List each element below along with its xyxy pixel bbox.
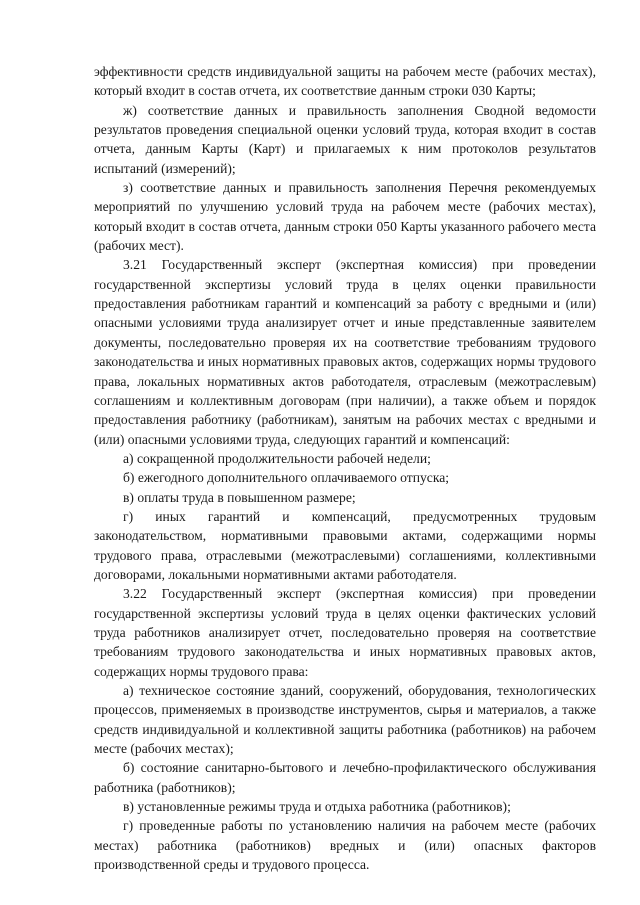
list-item-g-3-22: г) проведенные работы по установлению наличия на рабочем месте (рабочих местах) работника (работников) вредных и (или) опасных факторов производственной среды и трудового процесса. — [94, 818, 596, 873]
paragraph-continuation: эффективности средств индивидуальной защиты на рабочем месте (рабочих местах), который входит в состав отчета, их соответствие данным строки 030 Карты; — [94, 64, 596, 99]
list-item-b-3-21: б) ежегодного дополнительного оплачиваемого отпуска; — [123, 470, 450, 486]
section-3-22: 3.22 Государственный эксперт (экспертная комиссия) при проведении государственной экспертизы условий труда в целях оценки фактических условий труда работников анализирует отчет, последовательно проверяя на соответствие требованиям трудового законодательства и иных нормативных правовых актов, содержащих нормы трудового права: — [94, 586, 596, 679]
list-item-a-3-22: а) техническое состояние зданий, сооружений, оборудования, технологических процессов, применяемых в производстве инструментов, сырья и материалов, а также средств индивидуальной и коллективной защиты работника (работников) на рабочем месте (рабочих местах); — [94, 683, 596, 757]
section-3-21: 3.21 Государственный эксперт (экспертная комиссия) при проведении государственной экспертизы условий труда в целях оценки правильности предоставления работникам гарантий и компенсаций за работу с вредными и (или) опасными условиями труда анализирует отчет и иные представленные заявителем документы, последовательно проверяя их на соответствие требованиям трудового законодательства и иных нормативных правовых актов, содержащих нормы трудового права, локальных нормативных актов работодателя, отраслевым (межотраслевым) соглашениям и коллективным договорам (при наличии), а также объем и порядок предоставления работнику (работникам), занятым на рабочих местах с вредными и (или) опасными условиями труда, следующих гарантий и компенсаций: — [94, 257, 596, 447]
list-item-v-3-22: в) установленные режимы труда и отдыха работника (работников); — [123, 799, 511, 815]
list-item-z: з) соответствие данных и правильность заполнения Перечня рекомендуемых мероприятий по улучшению условий труда на рабочем месте (рабочих местах), который входит в состав отчета, данным строки 050 Карты указанного рабочего места (рабочих мест). — [94, 180, 596, 254]
list-item-g-3-21: г) иных гарантий и компенсаций, предусмотренных трудовым законодательством, нормативными правовыми актами, содержащими нормы трудового права, отраслевыми (межотраслевыми) соглашениями, коллективными договорами, локальными нормативными актами работодателя. — [94, 508, 596, 582]
list-item-a-3-21: а) сокращенной продолжительности рабочей недели; — [123, 450, 431, 466]
list-item-b-3-22: б) состояние санитарно-бытового и лечебно-профилактического обслуживания работника (работников); — [94, 760, 596, 795]
list-item-v-3-21: в) оплаты труда в повышенном размере; — [123, 489, 356, 505]
document-page — [94, 62, 596, 874]
list-item-zh: ж) соответствие данных и правильность заполнения Сводной ведомости результатов проведения специальной оценки условий труда, которая входит в состав отчета, данным Карты (Карт) и прилагаемых к ним протоколов результатов испытаний (измерений); — [94, 102, 596, 176]
